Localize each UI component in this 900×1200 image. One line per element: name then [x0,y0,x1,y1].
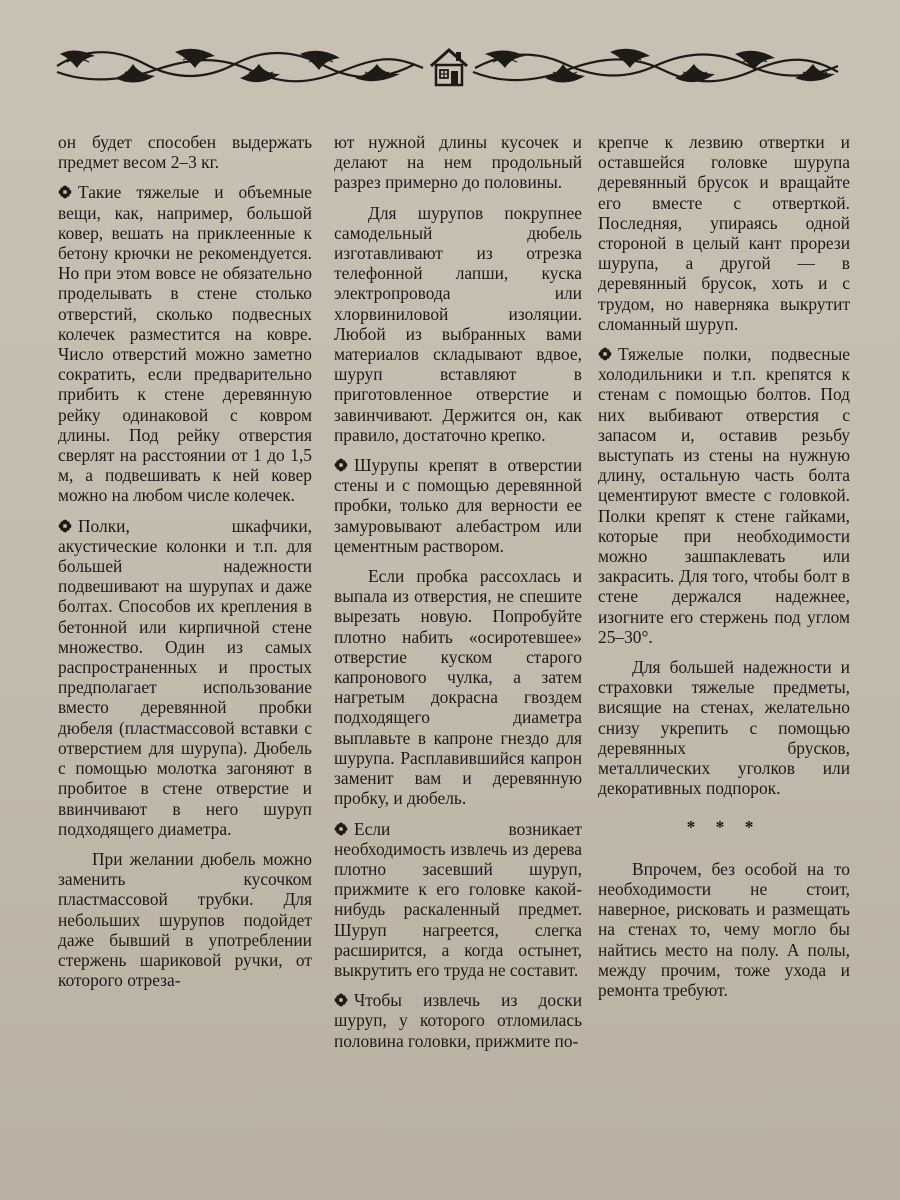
bullet-paragraph [334,455,582,556]
paragraph: Для шурупов покрупнее самодельный дюбель изготавливают из отрезка телефонной лапши, куска электропровода или хлорвиниловой изоляции. Любой из выбранных вами материалов складывают вдвое, шуруп вставляют в приготовленное отверстие и завинчивают. Держится он, как правило, достаточно крепко. [334,202,582,445]
paragraph: Впрочем, без особой на то необходимости не стоит, наверное, рисковать и размещать на стенах то, чему могло бы найтись место на полу. А полы, между прочим, тоже ухода и ремонта требуют. [598,858,850,1000]
bullet-paragraph [334,819,582,981]
text-column-2 [334,132,582,1061]
paragraph-text: Шурупы крепят в отверстии стены и с помощью деревянной пробки, только для верности ее замуровывают алебастром или цементным раствором. [334,455,582,556]
ornamental-header [55,44,840,88]
paragraph-text: Чтобы извлечь из доски шуруп, у которого отломилась половина головки, прижмите по- [334,990,582,1051]
text-column-1 [58,132,312,1000]
paragraph: Если пробка рассохлась и выпала из отверстия, не спешите вырезать новую. Попробуйте плотно набить «осиротевшее» отверстие куском старого капронового чулка, а затем нагретым докрасна гвоздем подходящего диаметра выплавьте в капроне гнездо для шурупа. Расплавившийся капрон заменит вам и деревянную пробку, и дюбель. [334,566,582,809]
bullet-paragraph [598,344,850,647]
paragraph: При желании дюбель можно заменить кусочком пластмассовой трубки. Для небольших шурупов подойдет даже бывший в употреблении стержень шариковой ручки, от которого отреза- [58,848,312,991]
paragraph: Для большей надежности и страховки тяжелые предметы, висящие на стенах, желательно снизу укрепить с помощью деревянных брусков, металлических уголков или декоративных подпорок. [598,657,850,799]
flower-bullet-icon [58,517,72,531]
paragraph: он будет способен выдержать предмет весом 2–3 кг. [58,132,312,173]
house-icon [427,46,471,88]
flower-bullet-icon [598,345,612,359]
flower-bullet-icon [334,456,348,470]
paragraph: крепче к лезвию отвертки и оставшейся головке шурупа деревянный брусок и вращайте его вместе с отверткой. Последняя, упираясь одной стороной в целый кант прорези шурупа, а другой — в деревянный брусок, хоть и с трудом, но наверняка выкрутит сломанный шуруп. [598,132,850,334]
paragraph-text: Такие тяжелые и объемные вещи, как, например, большой ковер, вешать на приклеенные к бетону крючки не рекомендуется. Но при этом вовсе не обязательно проделывать в стене столько отверстий, сколько подвесных колечек разместится на ковре. Число отверстий можно заметно сократить, если предварительно прибить к стене деревянную рейку одинаковой с ковром длины. Под рейку отверстия сверлят на расстоянии от 1 до 1,5 м, а подвешивать к ней ковер можно на любом числе колечек. [58,182,312,506]
flower-bullet-icon [334,991,348,1005]
flower-bullet-icon [334,820,348,834]
bullet-paragraph [58,182,312,505]
paragraph: ют нужной длины кусочек и делают на нем продольный разрез примерно до половины. [334,132,582,193]
text-column-3 [598,132,850,1010]
bullet-paragraph [58,516,312,839]
flower-bullet-icon [58,183,72,197]
section-separator: * * * [686,816,762,837]
paragraph-text: Полки, шкафчики, акустические колонки и т.п. для большей надежности подвешивают на шурупах и даже болтах. Способов их крепления в бетонной или кирпичной стене множество. Один из самых распространенных и простых предполагает использование вместо деревянной пробки дюбеля (пластмассовой вставки с отверстием для шурупа). Дюбель с помощью молотка загоняют в пробитое в стене отверстие и ввинчивают в него шуруп подходящего диаметра. [58,515,312,839]
paragraph-text: Если возникает необходимость извлечь из дерева плотно засевший шуруп, прижмите к его головке какой-нибудь раскаленный предмет. Шуруп нагреется, слегка расширится, а когда остынет, выкрутить его труда не составит. [334,818,582,980]
paragraph-text: Тяжелые полки, подвесные холодильники и т.п. крепятся к стенам с помощью болтов. Под них выбивают отверстия с запасом и, оставив резьбу выступать из стены на нужную длину, остальную часть болта цементируют вместе с головкой. Полки крепят к стене гайками, которые при необходимости можно зашпаклевать или закрасить. Для того, чтобы болт в стене держался надежнее, изогните его стержень под углом 25–30°. [598,344,850,647]
bullet-paragraph [334,990,582,1051]
